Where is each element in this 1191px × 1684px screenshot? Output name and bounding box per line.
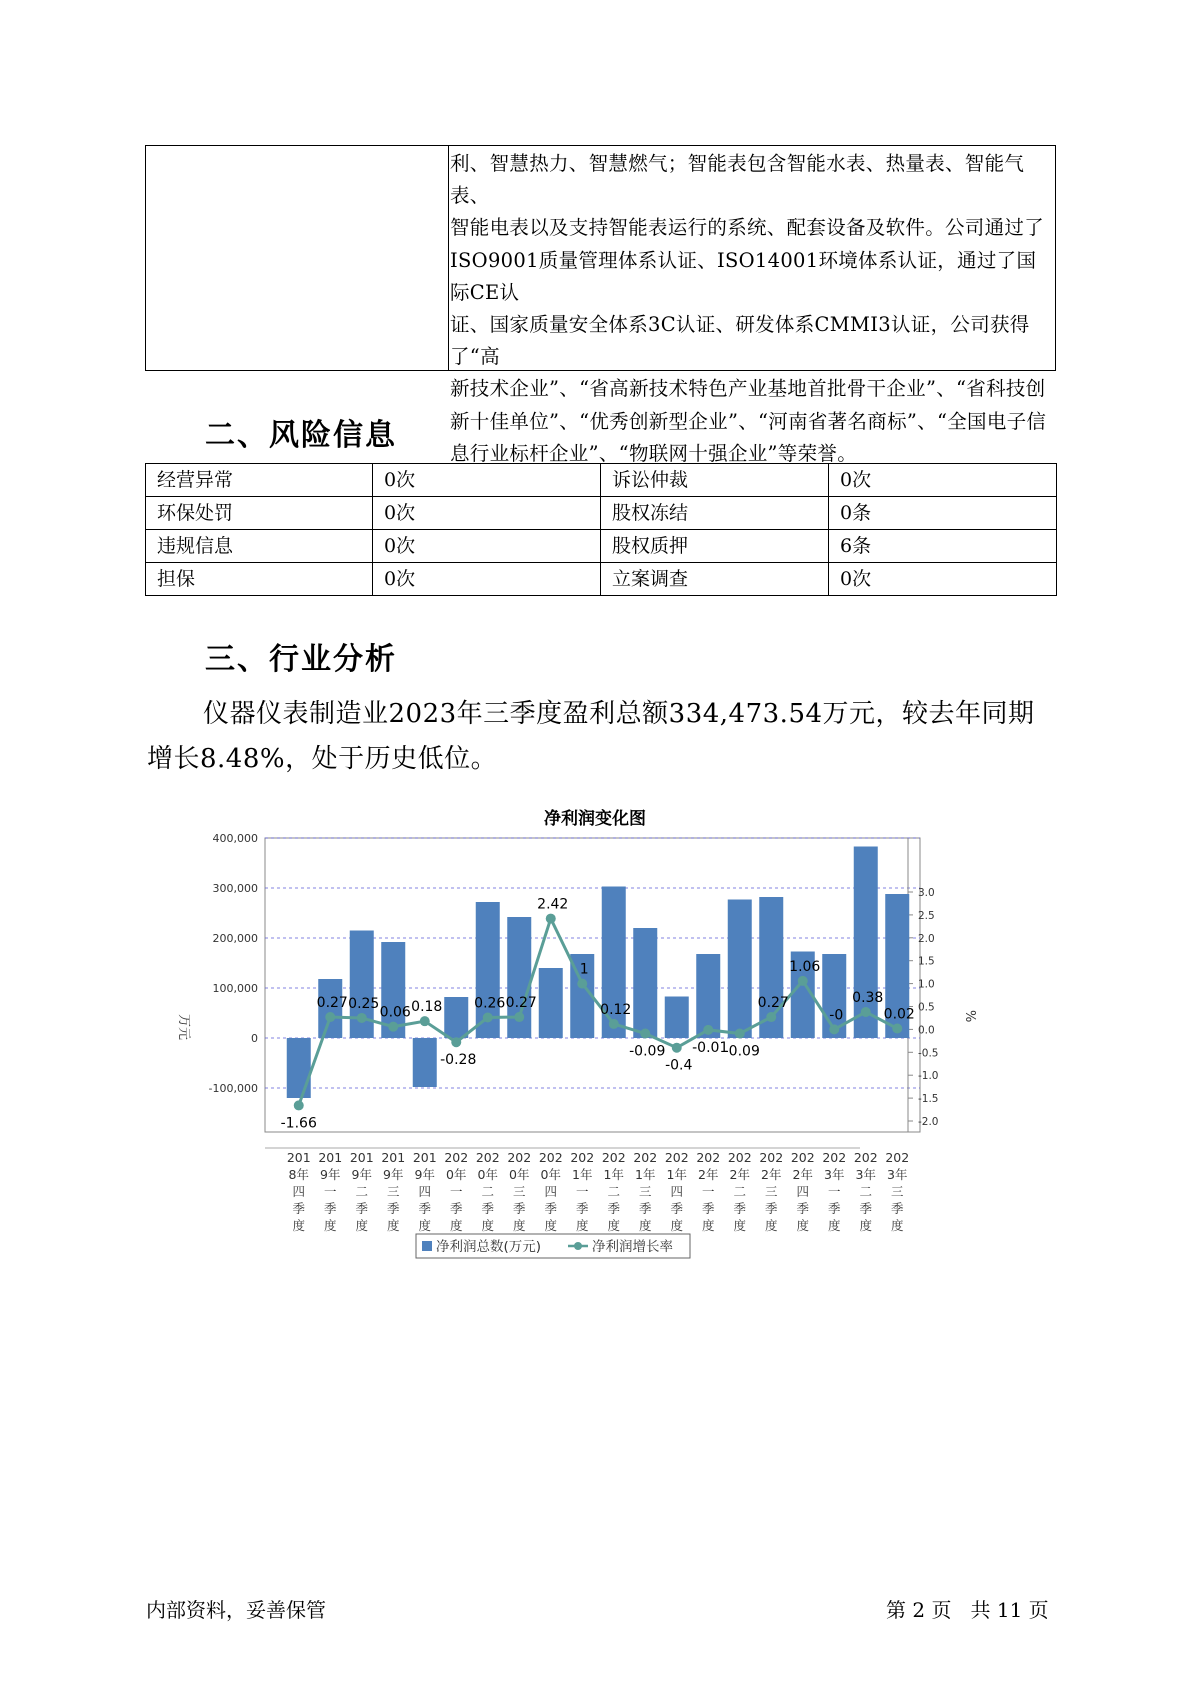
data-label: -0.09 [723, 1043, 760, 1060]
x-tick-label: 0年 [509, 1167, 530, 1182]
x-tick-label: 一 [827, 1184, 841, 1199]
y2-tick-label: 3.0 [918, 887, 935, 899]
intro-line: 智能电表以及支持智能表运行的系统、配套设备及软件。公司通过了 [450, 216, 1045, 240]
x-tick-label: 2年 [761, 1167, 782, 1182]
x-tick-label: 201 [349, 1150, 374, 1165]
x-tick-label: 202 [885, 1150, 910, 1165]
x-tick-label: 201 [286, 1150, 311, 1165]
x-tick-label: 度 [481, 1218, 495, 1233]
table-row [146, 464, 1057, 497]
data-label: -0.09 [629, 1043, 666, 1060]
x-tick-label: 季 [764, 1201, 778, 1216]
x-tick-label: 9年 [320, 1167, 341, 1182]
x-tick-label: 0年 [446, 1167, 467, 1182]
x-tick-label: 度 [638, 1218, 652, 1233]
growth-rate-point [798, 976, 808, 986]
x-tick-label: 201 [381, 1150, 406, 1165]
x-tick-label: 1年 [635, 1167, 656, 1182]
y2-tick-label: 0.5 [918, 1001, 935, 1014]
x-tick-label: 季 [355, 1201, 369, 1216]
growth-rate-point [892, 1023, 902, 1033]
x-tick-label: 三 [386, 1184, 400, 1199]
data-label: -0.28 [440, 1052, 477, 1069]
risk-value: 0次 [829, 563, 1057, 596]
data-label: 1.06 [789, 958, 821, 975]
bar [444, 997, 468, 1038]
x-tick-label: 季 [733, 1201, 747, 1216]
x-tick-label: 季 [292, 1201, 306, 1216]
legend-line-marker [574, 1242, 582, 1250]
data-label: 0.38 [852, 989, 884, 1006]
intro-text-cell [450, 148, 1055, 470]
data-label: 0.25 [348, 995, 380, 1012]
intro-line: 息行业标杆企业”、“物联网十强企业”等荣誉。 [450, 441, 858, 465]
table-row [146, 497, 1057, 530]
x-tick-label: 2年 [792, 1167, 813, 1182]
x-tick-label: 202 [759, 1150, 784, 1165]
data-label: 0.02 [883, 1006, 915, 1023]
growth-rate-point [735, 1029, 745, 1039]
x-tick-label: 202 [822, 1150, 847, 1165]
x-tick-label: 季 [386, 1201, 400, 1216]
risk-value: 0次 [373, 464, 601, 497]
risk-value: 0次 [373, 497, 601, 530]
risk-label: 诉讼仲裁 [601, 464, 829, 497]
industry-paragraph-line2: 增长8.48%，处于历史低位。 [147, 744, 498, 774]
data-label: 2.42 [537, 896, 569, 913]
x-tick-label: 季 [638, 1201, 652, 1216]
table-row [146, 563, 1057, 596]
growth-rate-point [546, 914, 556, 924]
growth-rate-point [357, 1013, 367, 1023]
x-tick-label: 0年 [540, 1167, 561, 1182]
section-risk-title: 二、风险信息 [205, 418, 397, 453]
x-tick-label: 四 [670, 1184, 684, 1199]
bar [633, 928, 657, 1038]
x-tick-label: 1年 [666, 1167, 687, 1182]
x-tick-label: 三 [764, 1184, 778, 1199]
growth-rate-point [766, 1012, 776, 1022]
risk-label: 担保 [146, 563, 373, 596]
risk-value: 0次 [373, 530, 601, 563]
intro-line: 新技术企业”、“省高新技术特色产业基地首批骨干企业”、“省科技创 [450, 377, 1046, 401]
x-tick-label: 度 [827, 1218, 841, 1233]
x-tick-label: 度 [386, 1218, 400, 1233]
x-tick-label: 季 [575, 1201, 589, 1216]
x-tick-label: 度 [701, 1218, 715, 1233]
y-tick-label: 100,000 [212, 982, 258, 995]
risk-label: 违规信息 [146, 530, 373, 563]
growth-rate-point [577, 979, 587, 989]
x-tick-label: 季 [670, 1201, 684, 1216]
x-tick-label: 度 [418, 1218, 432, 1233]
x-tick-label: 202 [444, 1150, 469, 1165]
x-tick-label: 9年 [351, 1167, 372, 1182]
x-tick-label: 一 [323, 1184, 337, 1199]
x-tick-label: 二 [859, 1184, 873, 1199]
x-tick-label: 度 [575, 1218, 589, 1233]
x-tick-label: 度 [670, 1218, 684, 1233]
data-label: -0.01 [692, 1039, 729, 1056]
x-tick-label: 8年 [288, 1167, 309, 1182]
y2-tick-label: -2.0 [918, 1116, 939, 1128]
data-label: -1.66 [280, 1115, 317, 1132]
x-tick-label: 度 [355, 1218, 369, 1233]
data-label: 0.27 [505, 995, 537, 1012]
bar [728, 900, 752, 1039]
x-tick-label: 2年 [698, 1167, 719, 1182]
x-tick-label: 202 [790, 1150, 815, 1165]
y-tick-label: 300,000 [212, 882, 258, 895]
growth-rate-point [672, 1043, 682, 1053]
footer-confidential: 内部资料，妥善保管 [146, 1598, 326, 1622]
x-tick-label: 季 [796, 1201, 810, 1216]
footer-page-number: 第 2 页 共 11 页 [886, 1598, 1049, 1622]
x-tick-label: 202 [570, 1150, 595, 1165]
x-tick-label: 9年 [383, 1167, 404, 1182]
legend-bar-swatch [422, 1241, 432, 1251]
y-tick-label: -100,000 [208, 1082, 258, 1095]
growth-rate-point [640, 1029, 650, 1039]
x-tick-label: 3年 [887, 1167, 908, 1182]
x-tick-label: 202 [475, 1150, 500, 1165]
x-tick-label: 一 [449, 1184, 463, 1199]
x-tick-label: 季 [859, 1201, 873, 1216]
risk-value: 0条 [829, 497, 1057, 530]
x-tick-label: 201 [412, 1150, 437, 1165]
x-tick-label: 季 [512, 1201, 526, 1216]
growth-rate-point [861, 1007, 871, 1017]
intro-line: 证、国家质量安全体系3C认证、研发体系CMMI3认证，公司获得了“高 [450, 313, 1030, 369]
growth-rate-point [483, 1012, 493, 1022]
x-tick-label: 季 [890, 1201, 904, 1216]
x-tick-label: 202 [507, 1150, 532, 1165]
growth-rate-point [514, 1012, 524, 1022]
x-tick-label: 2年 [729, 1167, 750, 1182]
x-tick-label: 1年 [603, 1167, 624, 1182]
y2-tick-label: -1.0 [918, 1070, 939, 1083]
x-tick-label: 202 [538, 1150, 563, 1165]
intro-line: ISO9001质量管理体系认证、ISO14001环境体系认证，通过了国际CE认 [450, 248, 1037, 304]
risk-value: 0次 [829, 464, 1057, 497]
x-tick-label: 一 [701, 1184, 715, 1199]
data-label: -0.4 [665, 1057, 693, 1074]
risk-label: 环保处罚 [146, 497, 373, 530]
x-tick-label: 9年 [414, 1167, 435, 1182]
growth-rate-point [294, 1100, 304, 1110]
x-tick-label: 季 [827, 1201, 841, 1216]
x-tick-label: 三 [512, 1184, 526, 1199]
x-tick-label: 四 [292, 1184, 306, 1199]
data-label: -0 [829, 1007, 844, 1024]
intro-line: 利、智慧热力、智慧燃气；智能表包含智能水表、热量表、智能气表、 [450, 152, 1025, 208]
x-tick-label: 3年 [824, 1167, 845, 1182]
x-tick-label: 201 [318, 1150, 343, 1165]
x-tick-label: 度 [449, 1218, 463, 1233]
risk-label: 股权冻结 [601, 497, 829, 530]
x-tick-label: 202 [601, 1150, 626, 1165]
y-tick-label: 0 [251, 1032, 258, 1045]
x-tick-label: 度 [607, 1218, 621, 1233]
x-tick-label: 度 [544, 1218, 558, 1233]
x-tick-label: 季 [323, 1201, 337, 1216]
x-tick-label: 3年 [855, 1167, 876, 1182]
legend-line-label: 净利润增长率 [592, 1239, 673, 1255]
data-label: 0.12 [600, 1001, 632, 1018]
x-tick-label: 度 [796, 1218, 810, 1233]
y2-tick-label: -0.5 [918, 1047, 939, 1060]
bar [665, 997, 689, 1039]
growth-rate-point [829, 1024, 839, 1034]
industry-paragraph-line1: 仪器仪表制造业2023年三季度盈利总额334,473.54万元，较去年同期 [203, 699, 1035, 729]
growth-rate-point [451, 1037, 461, 1047]
bar [413, 1038, 437, 1087]
risk-label: 股权质押 [601, 530, 829, 563]
x-tick-label: 202 [727, 1150, 752, 1165]
growth-rate-point [420, 1016, 430, 1026]
x-tick-label: 二 [607, 1184, 621, 1199]
y-tick-label: 200,000 [212, 932, 258, 945]
section-industry-title: 三、行业分析 [205, 642, 397, 677]
x-tick-label: 202 [664, 1150, 689, 1165]
y2-tick-label: 0.0 [918, 1024, 935, 1037]
y2-tick-label: 2.0 [918, 932, 935, 945]
bar [287, 1038, 311, 1098]
x-tick-label: 三 [890, 1184, 904, 1199]
x-tick-label: 四 [418, 1184, 432, 1199]
y-tick-label: 400,000 [212, 832, 258, 845]
chart-svg [176, 800, 1020, 1270]
risk-value: 6条 [829, 530, 1057, 563]
x-tick-label: 202 [633, 1150, 658, 1165]
x-tick-label: 四 [796, 1184, 810, 1199]
y2-tick-label: 1.5 [918, 955, 935, 968]
bar [539, 968, 563, 1038]
x-tick-label: 度 [323, 1218, 337, 1233]
x-tick-label: 季 [481, 1201, 495, 1216]
y2-tick-label: 2.5 [918, 909, 935, 922]
x-tick-label: 度 [890, 1218, 904, 1233]
x-tick-label: 二 [355, 1184, 369, 1199]
x-tick-label: 度 [764, 1218, 778, 1233]
y2-tick-label: -1.5 [918, 1093, 939, 1106]
y2-tick-label: 1.0 [918, 978, 935, 991]
data-label: 0.26 [474, 995, 506, 1012]
growth-rate-point [388, 1022, 398, 1032]
x-tick-label: 季 [544, 1201, 558, 1216]
growth-rate-point [325, 1012, 335, 1022]
x-tick-label: 季 [418, 1201, 432, 1216]
x-tick-label: 度 [292, 1218, 306, 1233]
y-axis-label: 万元 [176, 1014, 191, 1041]
growth-rate-point [609, 1019, 619, 1029]
risk-table [145, 463, 1057, 596]
legend-bar-label: 净利润总数(万元) [436, 1239, 542, 1255]
x-tick-label: 二 [733, 1184, 747, 1199]
y2-axis-label: % [962, 1010, 977, 1023]
risk-label: 经营异常 [146, 464, 373, 497]
data-label: 1 [579, 961, 589, 978]
intro-label-cell [146, 146, 449, 370]
x-tick-label: 季 [449, 1201, 463, 1216]
x-tick-label: 四 [544, 1184, 558, 1199]
data-label: 0.27 [316, 995, 348, 1012]
data-label: 0.18 [411, 999, 443, 1016]
x-tick-label: 度 [859, 1218, 873, 1233]
x-tick-label: 202 [853, 1150, 878, 1165]
risk-label: 立案调查 [601, 563, 829, 596]
x-tick-label: 202 [696, 1150, 721, 1165]
x-tick-label: 1年 [572, 1167, 593, 1182]
x-tick-label: 0年 [477, 1167, 498, 1182]
growth-rate-point [703, 1025, 713, 1035]
data-label: 0.06 [379, 1004, 411, 1021]
data-label: 0.27 [757, 995, 789, 1012]
net-profit-chart [176, 800, 1020, 1270]
x-tick-label: 三 [638, 1184, 652, 1199]
x-tick-label: 季 [701, 1201, 715, 1216]
x-tick-label: 二 [481, 1184, 495, 1199]
x-tick-label: 一 [575, 1184, 589, 1199]
risk-value: 0次 [373, 563, 601, 596]
x-tick-label: 度 [733, 1218, 747, 1233]
x-tick-label: 度 [512, 1218, 526, 1233]
chart-title: 净利润变化图 [544, 809, 646, 829]
intro-line: 新十佳单位”、“优秀创新型企业”、“河南省著名商标”、“全国电子信 [450, 409, 1047, 433]
table-row [146, 530, 1057, 563]
x-tick-label: 季 [607, 1201, 621, 1216]
